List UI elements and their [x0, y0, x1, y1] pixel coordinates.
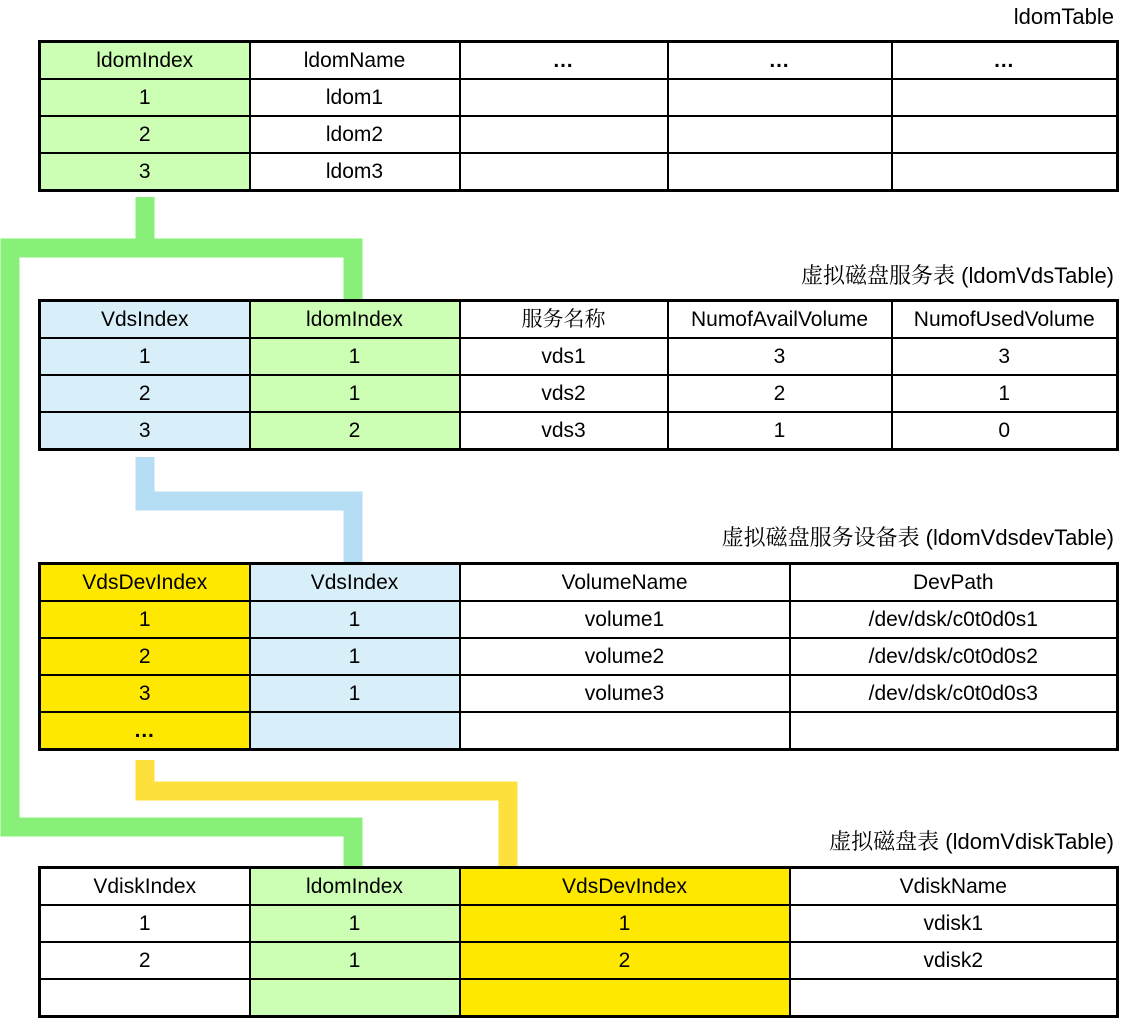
table-cell: … [40, 712, 250, 750]
table-cell [460, 116, 668, 153]
table-cell: /dev/dsk/c0t0d0s1 [790, 601, 1118, 638]
table-cell: vds2 [460, 375, 668, 412]
table-cell: ldom1 [250, 79, 460, 116]
table-cell: 1 [40, 79, 250, 116]
table-cell: 2 [40, 116, 250, 153]
table-cell: 1 [460, 905, 790, 942]
table-cell: volume2 [460, 638, 790, 675]
table-cell: 1 [250, 942, 460, 979]
header-row [40, 301, 1118, 339]
ldom-vdsdev-table-caption: 虚拟磁盘服务设备表 (ldomVdsdevTable) [721, 525, 1114, 550]
table-cell [892, 116, 1118, 153]
table-cell [790, 712, 1118, 750]
table-cell [250, 712, 460, 750]
table-cell: 3 [40, 675, 250, 712]
column-header: VdsIndex [40, 301, 250, 339]
table-cell [460, 153, 668, 191]
column-header: VdsDevIndex [460, 868, 790, 906]
header-row [40, 868, 1118, 906]
table-row [40, 412, 1118, 450]
table-cell [460, 712, 790, 750]
table-cell: 1 [892, 375, 1118, 412]
table-row [40, 116, 1118, 153]
vdsdev-index-connector [145, 760, 508, 868]
table-cell [668, 79, 892, 116]
table-cell: 1 [668, 412, 892, 450]
table-cell [460, 979, 790, 1017]
table-cell: 1 [40, 905, 250, 942]
ldom-vds-table [38, 299, 1119, 451]
vds-index-connector [145, 457, 353, 562]
ldom-vdsdev-table [38, 562, 1119, 751]
column-header: 服务名称 [460, 301, 668, 339]
table-cell: 3 [892, 338, 1118, 375]
table-cell: 2 [40, 942, 250, 979]
header-row [40, 42, 1118, 80]
table-row [40, 979, 1118, 1017]
table-row [40, 942, 1118, 979]
column-header: VolumeName [460, 564, 790, 602]
table-row [40, 712, 1118, 750]
column-header: … [668, 42, 892, 80]
table-cell: 2 [250, 412, 460, 450]
table-cell: 2 [40, 638, 250, 675]
column-header: ldomIndex [40, 42, 250, 80]
column-header: ldomName [250, 42, 460, 80]
table-cell: vdisk2 [790, 942, 1118, 979]
table-cell: vdisk1 [790, 905, 1118, 942]
column-header: VdsIndex [250, 564, 460, 602]
table-cell: /dev/dsk/c0t0d0s2 [790, 638, 1118, 675]
table-row [40, 79, 1118, 116]
table-cell: volume1 [460, 601, 790, 638]
table-row [40, 375, 1118, 412]
table-row [40, 601, 1118, 638]
table-cell [40, 979, 250, 1017]
column-header: VdsDevIndex [40, 564, 250, 602]
header-row [40, 564, 1118, 602]
table-cell: 1 [40, 601, 250, 638]
table-row [40, 675, 1118, 712]
table-cell: 3 [40, 153, 250, 191]
table-cell: ldom2 [250, 116, 460, 153]
ldom-vds-table-caption: 虚拟磁盘服务表 (ldomVdsTable) [801, 263, 1114, 288]
column-header: … [460, 42, 668, 80]
table-cell: 2 [668, 375, 892, 412]
table-cell [892, 153, 1118, 191]
table-cell: 3 [40, 412, 250, 450]
table-cell: 2 [460, 942, 790, 979]
table-cell: 1 [250, 601, 460, 638]
table-cell: 2 [40, 375, 250, 412]
ldom-vdisk-table [38, 866, 1119, 1018]
table-cell: 1 [250, 905, 460, 942]
table-cell: 1 [250, 375, 460, 412]
ldom-vdisk-table-caption: 虚拟磁盘表 (ldomVdiskTable) [829, 829, 1114, 854]
column-header: VdiskName [790, 868, 1118, 906]
table-cell: 1 [250, 675, 460, 712]
table-cell: 1 [40, 338, 250, 375]
column-header: VdiskIndex [40, 868, 250, 906]
table-row [40, 338, 1118, 375]
table-row [40, 638, 1118, 675]
table-cell [790, 979, 1118, 1017]
table-row [40, 153, 1118, 191]
table-cell: /dev/dsk/c0t0d0s3 [790, 675, 1118, 712]
ldom-table-caption: ldomTable [1013, 4, 1114, 29]
table-cell: ldom3 [250, 153, 460, 191]
column-header: NumofUsedVolume [892, 301, 1118, 339]
table-cell: vds1 [460, 338, 668, 375]
column-header: DevPath [790, 564, 1118, 602]
table-cell: 1 [250, 638, 460, 675]
table-cell: 3 [668, 338, 892, 375]
column-header: NumofAvailVolume [668, 301, 892, 339]
table-cell: 0 [892, 412, 1118, 450]
table-cell [892, 79, 1118, 116]
table-cell: vds3 [460, 412, 668, 450]
table-cell [668, 116, 892, 153]
table-cell [250, 979, 460, 1017]
table-row [40, 905, 1118, 942]
table-cell [668, 153, 892, 191]
ldom-index-connector [10, 197, 353, 868]
ldom-index-connector-to-vds [10, 248, 353, 299]
table-cell: 1 [250, 338, 460, 375]
column-header: ldomIndex [250, 301, 460, 339]
column-header: ldomIndex [250, 868, 460, 906]
table-cell [460, 79, 668, 116]
ldom-table [38, 40, 1119, 192]
column-header: … [892, 42, 1118, 80]
table-cell: volume3 [460, 675, 790, 712]
